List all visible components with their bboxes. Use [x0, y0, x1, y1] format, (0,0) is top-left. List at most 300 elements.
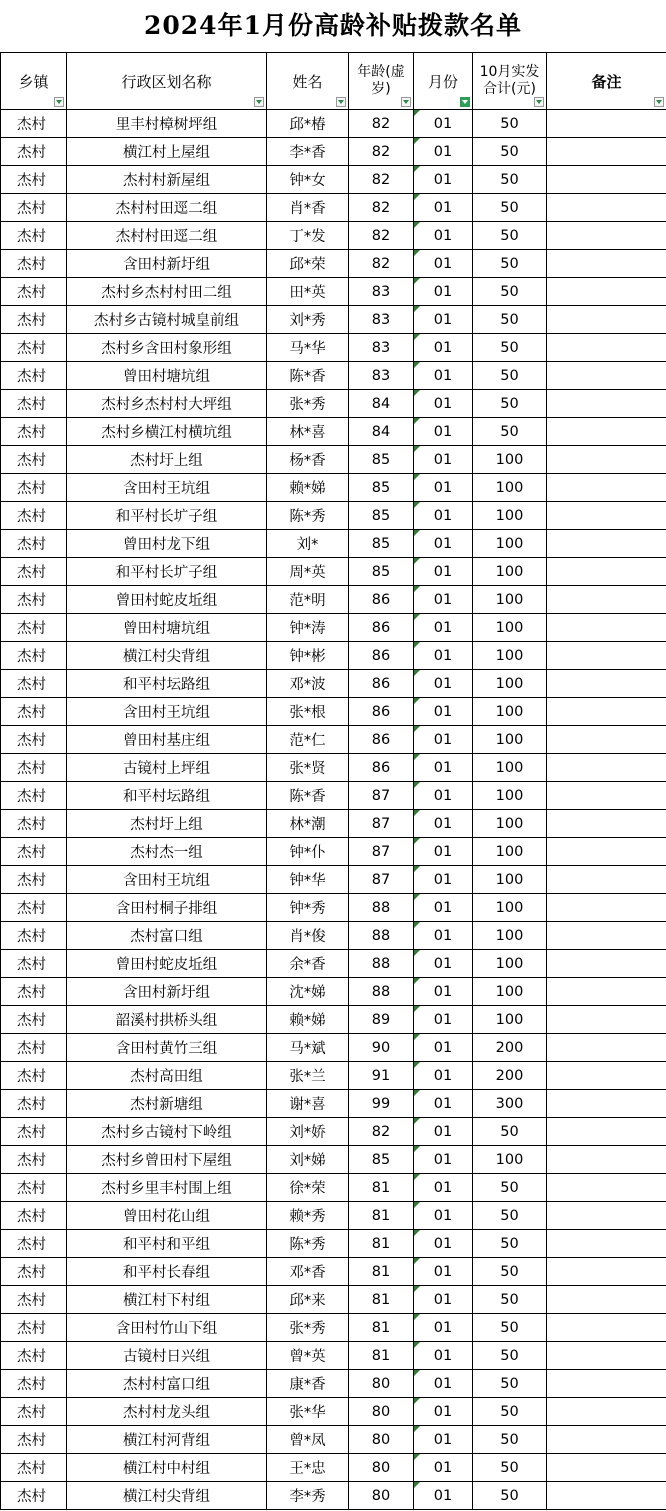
cell-name[interactable]: 李*秀 [267, 1482, 349, 1510]
cell-town[interactable]: 杰村 [1, 474, 67, 502]
cell-name[interactable]: 钟*涛 [267, 614, 349, 642]
cell-age[interactable]: 86 [349, 698, 414, 726]
cell-age[interactable]: 82 [349, 110, 414, 138]
cell-age[interactable]: 83 [349, 334, 414, 362]
cell-age[interactable]: 88 [349, 978, 414, 1006]
cell-name[interactable]: 赖*娣 [267, 474, 349, 502]
cell-month[interactable]: 01 [414, 1118, 473, 1146]
cell-town[interactable]: 杰村 [1, 838, 67, 866]
cell-month[interactable]: 01 [414, 1286, 473, 1314]
cell-remark[interactable] [547, 978, 666, 1006]
cell-name[interactable]: 范*仁 [267, 726, 349, 754]
filter-dropdown-icon[interactable] [654, 97, 664, 107]
cell-age[interactable]: 81 [349, 1314, 414, 1342]
cell-age[interactable]: 82 [349, 138, 414, 166]
cell-amount[interactable]: 50 [473, 362, 547, 390]
cell-amount[interactable]: 100 [473, 754, 547, 782]
cell-month[interactable]: 01 [414, 838, 473, 866]
cell-town[interactable]: 杰村 [1, 390, 67, 418]
cell-region[interactable]: 韶溪村拱桥头组 [67, 1006, 267, 1034]
cell-name[interactable]: 马*华 [267, 334, 349, 362]
cell-age[interactable]: 88 [349, 922, 414, 950]
cell-town[interactable]: 杰村 [1, 1258, 67, 1286]
cell-region[interactable]: 曾田村蛇皮坵组 [67, 586, 267, 614]
cell-region[interactable]: 曾田村塘坑组 [67, 362, 267, 390]
cell-name[interactable]: 林*喜 [267, 418, 349, 446]
cell-region[interactable]: 含田村竹山下组 [67, 1314, 267, 1342]
cell-region[interactable]: 里丰村樟树坪组 [67, 110, 267, 138]
cell-town[interactable]: 杰村 [1, 1314, 67, 1342]
cell-month[interactable]: 01 [414, 922, 473, 950]
filter-dropdown-icon[interactable] [336, 97, 346, 107]
cell-town[interactable]: 杰村 [1, 334, 67, 362]
cell-region[interactable]: 杰村圩上组 [67, 446, 267, 474]
cell-name[interactable]: 丁*发 [267, 222, 349, 250]
cell-remark[interactable] [547, 1174, 666, 1202]
cell-region[interactable]: 杰村圩上组 [67, 810, 267, 838]
cell-remark[interactable] [547, 362, 666, 390]
cell-amount[interactable]: 200 [473, 1034, 547, 1062]
cell-month[interactable]: 01 [414, 1146, 473, 1174]
cell-name[interactable]: 陈*香 [267, 782, 349, 810]
cell-region[interactable]: 杰村乡杰村村大坪组 [67, 390, 267, 418]
cell-town[interactable]: 杰村 [1, 138, 67, 166]
cell-region[interactable]: 和平村长圹子组 [67, 558, 267, 586]
cell-remark[interactable] [547, 194, 666, 222]
cell-town[interactable]: 杰村 [1, 1342, 67, 1370]
cell-name[interactable]: 张*贤 [267, 754, 349, 782]
cell-month[interactable]: 01 [414, 726, 473, 754]
cell-name[interactable]: 刘* [267, 530, 349, 558]
cell-name[interactable]: 刘*娣 [267, 1146, 349, 1174]
cell-remark[interactable] [547, 306, 666, 334]
cell-month[interactable]: 01 [414, 194, 473, 222]
cell-amount[interactable]: 50 [473, 334, 547, 362]
cell-amount[interactable]: 100 [473, 894, 547, 922]
cell-month[interactable]: 01 [414, 866, 473, 894]
cell-amount[interactable]: 100 [473, 1006, 547, 1034]
cell-month[interactable]: 01 [414, 754, 473, 782]
cell-name[interactable]: 钟*华 [267, 866, 349, 894]
cell-region[interactable]: 含田村新圩组 [67, 250, 267, 278]
cell-region[interactable]: 含田村新圩组 [67, 978, 267, 1006]
cell-age[interactable]: 86 [349, 586, 414, 614]
cell-month[interactable]: 01 [414, 782, 473, 810]
cell-remark[interactable] [547, 866, 666, 894]
cell-amount[interactable]: 50 [473, 250, 547, 278]
cell-remark[interactable] [547, 1426, 666, 1454]
cell-month[interactable]: 01 [414, 950, 473, 978]
cell-town[interactable]: 杰村 [1, 1482, 67, 1510]
cell-age[interactable]: 81 [349, 1342, 414, 1370]
cell-town[interactable]: 杰村 [1, 1398, 67, 1426]
cell-month[interactable]: 01 [414, 670, 473, 698]
cell-age[interactable]: 82 [349, 166, 414, 194]
cell-name[interactable]: 钟*女 [267, 166, 349, 194]
cell-name[interactable]: 钟*彬 [267, 642, 349, 670]
cell-remark[interactable] [547, 110, 666, 138]
cell-town[interactable]: 杰村 [1, 530, 67, 558]
cell-name[interactable]: 周*英 [267, 558, 349, 586]
cell-remark[interactable] [547, 250, 666, 278]
cell-amount[interactable]: 50 [473, 390, 547, 418]
cell-town[interactable]: 杰村 [1, 1286, 67, 1314]
cell-name[interactable]: 邓*波 [267, 670, 349, 698]
cell-region[interactable]: 杰村富口组 [67, 922, 267, 950]
cell-region[interactable]: 杰村新塘组 [67, 1090, 267, 1118]
cell-region[interactable]: 横江村尖背组 [67, 1482, 267, 1510]
cell-amount[interactable]: 100 [473, 558, 547, 586]
cell-amount[interactable]: 50 [473, 418, 547, 446]
cell-age[interactable]: 90 [349, 1034, 414, 1062]
cell-amount[interactable]: 50 [473, 110, 547, 138]
cell-remark[interactable] [547, 502, 666, 530]
cell-town[interactable]: 杰村 [1, 446, 67, 474]
cell-town[interactable]: 杰村 [1, 1426, 67, 1454]
cell-amount[interactable]: 100 [473, 1146, 547, 1174]
cell-town[interactable]: 杰村 [1, 810, 67, 838]
cell-age[interactable]: 85 [349, 502, 414, 530]
cell-age[interactable]: 82 [349, 1118, 414, 1146]
cell-name[interactable]: 邓*香 [267, 1258, 349, 1286]
cell-remark[interactable] [547, 838, 666, 866]
cell-amount[interactable]: 50 [473, 1454, 547, 1482]
cell-month[interactable]: 01 [414, 586, 473, 614]
cell-region[interactable]: 杰村乡里丰村围上组 [67, 1174, 267, 1202]
cell-town[interactable]: 杰村 [1, 1006, 67, 1034]
cell-remark[interactable] [547, 1398, 666, 1426]
cell-age[interactable]: 86 [349, 726, 414, 754]
cell-age[interactable]: 89 [349, 1006, 414, 1034]
cell-month[interactable]: 01 [414, 1230, 473, 1258]
cell-amount[interactable]: 50 [473, 306, 547, 334]
cell-amount[interactable]: 100 [473, 866, 547, 894]
cell-age[interactable]: 81 [349, 1230, 414, 1258]
cell-age[interactable]: 85 [349, 446, 414, 474]
cell-age[interactable]: 86 [349, 614, 414, 642]
cell-region[interactable]: 杰村乡曾田村下屋组 [67, 1146, 267, 1174]
cell-name[interactable]: 曾*凤 [267, 1426, 349, 1454]
cell-month[interactable]: 01 [414, 334, 473, 362]
cell-name[interactable]: 康*香 [267, 1370, 349, 1398]
cell-region[interactable]: 杰村村田逕二组 [67, 194, 267, 222]
cell-town[interactable]: 杰村 [1, 894, 67, 922]
cell-name[interactable]: 刘*秀 [267, 306, 349, 334]
cell-region[interactable]: 横江村河背组 [67, 1426, 267, 1454]
cell-month[interactable]: 01 [414, 166, 473, 194]
cell-town[interactable]: 杰村 [1, 250, 67, 278]
cell-town[interactable]: 杰村 [1, 418, 67, 446]
cell-age[interactable]: 84 [349, 390, 414, 418]
cell-amount[interactable]: 100 [473, 978, 547, 1006]
cell-age[interactable]: 85 [349, 558, 414, 586]
cell-name[interactable]: 肖*香 [267, 194, 349, 222]
cell-name[interactable]: 张*兰 [267, 1062, 349, 1090]
cell-name[interactable]: 沈*娣 [267, 978, 349, 1006]
cell-name[interactable]: 王*忠 [267, 1454, 349, 1482]
cell-name[interactable]: 陈*香 [267, 362, 349, 390]
cell-age[interactable]: 88 [349, 950, 414, 978]
cell-town[interactable]: 杰村 [1, 586, 67, 614]
cell-month[interactable]: 01 [414, 1454, 473, 1482]
cell-age[interactable]: 87 [349, 810, 414, 838]
cell-remark[interactable] [547, 1118, 666, 1146]
cell-region[interactable]: 杰村乡杰村村田二组 [67, 278, 267, 306]
cell-region[interactable]: 横江村上屋组 [67, 138, 267, 166]
cell-name[interactable]: 杨*香 [267, 446, 349, 474]
cell-region[interactable]: 横江村下村组 [67, 1286, 267, 1314]
cell-town[interactable]: 杰村 [1, 306, 67, 334]
cell-name[interactable]: 刘*娇 [267, 1118, 349, 1146]
cell-town[interactable]: 杰村 [1, 1034, 67, 1062]
cell-name[interactable]: 曾*英 [267, 1342, 349, 1370]
cell-town[interactable]: 杰村 [1, 754, 67, 782]
cell-amount[interactable]: 50 [473, 1398, 547, 1426]
cell-amount[interactable]: 50 [473, 222, 547, 250]
cell-age[interactable]: 80 [349, 1370, 414, 1398]
cell-region[interactable]: 杰村村富口组 [67, 1370, 267, 1398]
cell-month[interactable]: 01 [414, 810, 473, 838]
cell-month[interactable]: 01 [414, 1062, 473, 1090]
cell-region[interactable]: 古镜村日兴组 [67, 1342, 267, 1370]
cell-amount[interactable]: 50 [473, 166, 547, 194]
cell-amount[interactable]: 50 [473, 1174, 547, 1202]
cell-month[interactable]: 01 [414, 474, 473, 502]
cell-remark[interactable] [547, 754, 666, 782]
cell-region[interactable]: 杰村杰一组 [67, 838, 267, 866]
cell-remark[interactable] [547, 782, 666, 810]
cell-month[interactable]: 01 [414, 530, 473, 558]
cell-region[interactable]: 杰村高田组 [67, 1062, 267, 1090]
cell-region[interactable]: 和平村长圹子组 [67, 502, 267, 530]
cell-town[interactable]: 杰村 [1, 670, 67, 698]
cell-name[interactable]: 李*香 [267, 138, 349, 166]
cell-amount[interactable]: 50 [473, 1342, 547, 1370]
cell-town[interactable]: 杰村 [1, 1146, 67, 1174]
cell-remark[interactable] [547, 670, 666, 698]
cell-age[interactable]: 80 [349, 1426, 414, 1454]
cell-remark[interactable] [547, 922, 666, 950]
cell-town[interactable]: 杰村 [1, 194, 67, 222]
cell-amount[interactable]: 200 [473, 1062, 547, 1090]
cell-age[interactable]: 87 [349, 866, 414, 894]
cell-name[interactable]: 肖*俊 [267, 922, 349, 950]
cell-remark[interactable] [547, 950, 666, 978]
cell-name[interactable]: 谢*喜 [267, 1090, 349, 1118]
cell-town[interactable]: 杰村 [1, 1118, 67, 1146]
cell-town[interactable]: 杰村 [1, 558, 67, 586]
cell-name[interactable]: 赖*娣 [267, 1006, 349, 1034]
cell-month[interactable]: 01 [414, 642, 473, 670]
cell-amount[interactable]: 100 [473, 474, 547, 502]
cell-region[interactable]: 曾田村塘坑组 [67, 614, 267, 642]
cell-month[interactable]: 01 [414, 1174, 473, 1202]
cell-name[interactable]: 邱*来 [267, 1286, 349, 1314]
cell-age[interactable]: 84 [349, 418, 414, 446]
cell-age[interactable]: 87 [349, 782, 414, 810]
cell-remark[interactable] [547, 698, 666, 726]
cell-age[interactable]: 81 [349, 1286, 414, 1314]
cell-remark[interactable] [547, 1314, 666, 1342]
cell-name[interactable]: 张*华 [267, 1398, 349, 1426]
cell-remark[interactable] [547, 1062, 666, 1090]
cell-age[interactable]: 82 [349, 250, 414, 278]
cell-amount[interactable]: 50 [473, 138, 547, 166]
cell-name[interactable]: 陈*秀 [267, 502, 349, 530]
cell-month[interactable]: 01 [414, 278, 473, 306]
cell-region[interactable]: 横江村尖背组 [67, 642, 267, 670]
cell-remark[interactable] [547, 726, 666, 754]
cell-name[interactable]: 马*斌 [267, 1034, 349, 1062]
cell-remark[interactable] [547, 1230, 666, 1258]
cell-age[interactable]: 88 [349, 894, 414, 922]
cell-region[interactable]: 杰村村龙头组 [67, 1398, 267, 1426]
cell-month[interactable]: 01 [414, 894, 473, 922]
cell-name[interactable]: 田*英 [267, 278, 349, 306]
cell-region[interactable]: 含田村王坑组 [67, 698, 267, 726]
cell-remark[interactable] [547, 222, 666, 250]
cell-age[interactable]: 85 [349, 474, 414, 502]
cell-age[interactable]: 80 [349, 1398, 414, 1426]
cell-remark[interactable] [547, 334, 666, 362]
cell-amount[interactable]: 50 [473, 1258, 547, 1286]
cell-remark[interactable] [547, 1034, 666, 1062]
cell-town[interactable]: 杰村 [1, 166, 67, 194]
cell-age[interactable]: 83 [349, 362, 414, 390]
cell-region[interactable]: 曾田村蛇皮坵组 [67, 950, 267, 978]
cell-month[interactable]: 01 [414, 110, 473, 138]
cell-month[interactable]: 01 [414, 1258, 473, 1286]
cell-region[interactable]: 含田村桐子排组 [67, 894, 267, 922]
cell-name[interactable]: 钟*秀 [267, 894, 349, 922]
cell-region[interactable]: 和平村和平组 [67, 1230, 267, 1258]
cell-town[interactable]: 杰村 [1, 1370, 67, 1398]
cell-remark[interactable] [547, 390, 666, 418]
cell-town[interactable]: 杰村 [1, 950, 67, 978]
cell-month[interactable]: 01 [414, 1314, 473, 1342]
cell-month[interactable]: 01 [414, 558, 473, 586]
cell-town[interactable]: 杰村 [1, 110, 67, 138]
cell-town[interactable]: 杰村 [1, 1090, 67, 1118]
cell-amount[interactable]: 100 [473, 838, 547, 866]
cell-town[interactable]: 杰村 [1, 1202, 67, 1230]
cell-amount[interactable]: 100 [473, 642, 547, 670]
cell-amount[interactable]: 100 [473, 586, 547, 614]
cell-age[interactable]: 91 [349, 1062, 414, 1090]
cell-region[interactable]: 曾田村花山组 [67, 1202, 267, 1230]
cell-remark[interactable] [547, 810, 666, 838]
cell-amount[interactable]: 50 [473, 1314, 547, 1342]
cell-amount[interactable]: 50 [473, 1286, 547, 1314]
cell-month[interactable]: 01 [414, 1398, 473, 1426]
cell-age[interactable]: 81 [349, 1258, 414, 1286]
cell-month[interactable]: 01 [414, 390, 473, 418]
cell-age[interactable]: 82 [349, 222, 414, 250]
cell-amount[interactable]: 100 [473, 922, 547, 950]
cell-age[interactable]: 86 [349, 670, 414, 698]
cell-month[interactable]: 01 [414, 698, 473, 726]
cell-age[interactable]: 82 [349, 194, 414, 222]
cell-month[interactable]: 01 [414, 1034, 473, 1062]
cell-region[interactable]: 含田村黄竹三组 [67, 1034, 267, 1062]
cell-town[interactable]: 杰村 [1, 698, 67, 726]
cell-town[interactable]: 杰村 [1, 278, 67, 306]
cell-region[interactable]: 和平村坛路组 [67, 782, 267, 810]
cell-name[interactable]: 林*潮 [267, 810, 349, 838]
cell-remark[interactable] [547, 614, 666, 642]
cell-town[interactable]: 杰村 [1, 922, 67, 950]
cell-remark[interactable] [547, 530, 666, 558]
cell-region[interactable]: 杰村乡横江村横坑组 [67, 418, 267, 446]
cell-age[interactable]: 83 [349, 306, 414, 334]
cell-name[interactable]: 张*秀 [267, 1314, 349, 1342]
filter-dropdown-icon[interactable] [534, 97, 544, 107]
cell-remark[interactable] [547, 1342, 666, 1370]
cell-age[interactable]: 83 [349, 278, 414, 306]
cell-month[interactable]: 01 [414, 1482, 473, 1510]
filter-active-icon[interactable] [460, 97, 470, 107]
cell-name[interactable]: 邱*椿 [267, 110, 349, 138]
cell-month[interactable]: 01 [414, 446, 473, 474]
cell-amount[interactable]: 50 [473, 1230, 547, 1258]
cell-town[interactable]: 杰村 [1, 502, 67, 530]
cell-town[interactable]: 杰村 [1, 1062, 67, 1090]
cell-month[interactable]: 01 [414, 222, 473, 250]
cell-remark[interactable] [547, 586, 666, 614]
cell-town[interactable]: 杰村 [1, 866, 67, 894]
cell-age[interactable]: 86 [349, 754, 414, 782]
cell-month[interactable]: 01 [414, 1342, 473, 1370]
cell-month[interactable]: 01 [414, 1006, 473, 1034]
cell-remark[interactable] [547, 1090, 666, 1118]
cell-age[interactable]: 80 [349, 1454, 414, 1482]
cell-region[interactable]: 杰村乡含田村象形组 [67, 334, 267, 362]
cell-remark[interactable] [547, 446, 666, 474]
cell-remark[interactable] [547, 1202, 666, 1230]
cell-month[interactable]: 01 [414, 362, 473, 390]
cell-age[interactable]: 87 [349, 838, 414, 866]
cell-name[interactable]: 徐*荣 [267, 1174, 349, 1202]
cell-region[interactable]: 含田村王坑组 [67, 866, 267, 894]
filter-dropdown-icon[interactable] [401, 97, 411, 107]
cell-amount[interactable]: 50 [473, 1202, 547, 1230]
cell-name[interactable]: 陈*秀 [267, 1230, 349, 1258]
cell-month[interactable]: 01 [414, 250, 473, 278]
cell-town[interactable]: 杰村 [1, 1174, 67, 1202]
cell-remark[interactable] [547, 1370, 666, 1398]
cell-amount[interactable]: 100 [473, 782, 547, 810]
cell-amount[interactable]: 50 [473, 1118, 547, 1146]
cell-region[interactable]: 含田村王坑组 [67, 474, 267, 502]
cell-region[interactable]: 和平村坛路组 [67, 670, 267, 698]
cell-amount[interactable]: 100 [473, 698, 547, 726]
cell-amount[interactable]: 50 [473, 1426, 547, 1454]
cell-month[interactable]: 01 [414, 306, 473, 334]
cell-amount[interactable]: 300 [473, 1090, 547, 1118]
cell-region[interactable]: 古镜村上坪组 [67, 754, 267, 782]
cell-name[interactable]: 邱*荣 [267, 250, 349, 278]
cell-remark[interactable] [547, 558, 666, 586]
cell-name[interactable]: 余*香 [267, 950, 349, 978]
cell-amount[interactable]: 100 [473, 726, 547, 754]
cell-remark[interactable] [547, 278, 666, 306]
cell-region[interactable]: 和平村长春组 [67, 1258, 267, 1286]
cell-town[interactable]: 杰村 [1, 614, 67, 642]
cell-remark[interactable] [547, 1006, 666, 1034]
cell-month[interactable]: 01 [414, 418, 473, 446]
cell-month[interactable]: 01 [414, 1426, 473, 1454]
cell-remark[interactable] [547, 1146, 666, 1174]
